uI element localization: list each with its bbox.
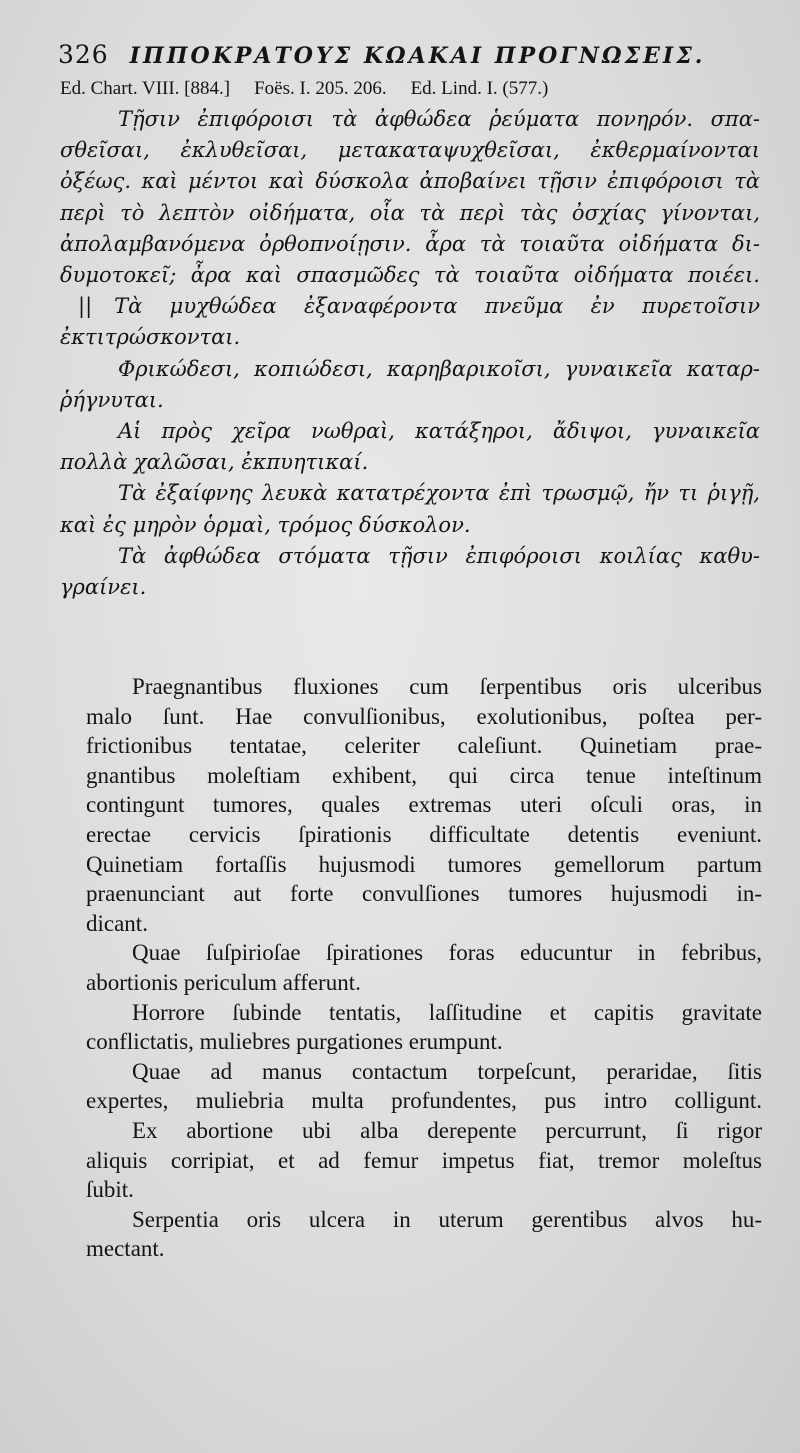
latin-line: frictionibus tentatae, celeriter caleſiunt. Quinetiam prae- [86, 733, 762, 759]
latin-line: Quae ſuſpirioſae ſpirationes foras educuntur in febribus, [132, 940, 762, 966]
latin-line: Serpentia oris ulcera in uterum gerentibus alvos hu- [132, 1206, 762, 1232]
greek-line-with-marker [60, 291, 760, 322]
greek-line: Φρικώδεσι, κοπιώδεσι, καρηβαρικοῖσι, γυναικεῖα καταρ- [118, 356, 760, 381]
latin-line: contingunt tumores, quales extremas uteri oſculi oras, in [86, 792, 762, 818]
latin-line: Quae ad manus contactum torpeſcunt, peraridae, ſitis [132, 1058, 762, 1084]
edition-foes: Foës. I. 205. 206. [254, 78, 387, 99]
latin-line: gnantibus moleſtiam exhibent, qui circa tenue inteſtinum [86, 762, 762, 788]
edition-lind: Ed. Lind. I. (577.) [410, 78, 549, 99]
greek-line: ὀξέως. καὶ μέντοι καὶ δύσκολα ἀποβαίνει τῇσιν ἐπιφόροισι τὰ [60, 169, 760, 194]
greek-line: γραίνει. [60, 575, 147, 600]
edition-chart: Ed. Chart. VIII. [884.] [60, 78, 231, 99]
greek-line: περὶ τὸ λεπτὸν οἰδήματα, οἷα τὰ περὶ τὰς ὀσχίας γίνονται, [60, 200, 760, 225]
latin-line: Ex abortione ubi alba derepente percurrunt, ſi rigor [132, 1117, 762, 1143]
greek-line: πολλὰ χαλῶσαι, ἐκπυητικαί. [60, 450, 369, 475]
latin-line: praenunciant aut forte convulſiones tumores hujusmodi in- [86, 881, 762, 907]
latin-line: mectant. [86, 1236, 165, 1262]
latin-line: Horrore ſubinde tentatis, laſſitudine et capitis gravitate [132, 999, 762, 1025]
latin-line: abortionis periculum afferunt. [86, 969, 361, 995]
greek-line: καὶ ἐς μηρὸν ὁρμαὶ, τρόμος δύσκολον. [60, 512, 471, 537]
page-number: 326 [58, 40, 109, 69]
latin-line: erectae cervicis ſpirationis difficultate detentis eveniunt. [86, 821, 762, 847]
latin-line: ſubit. [86, 1177, 134, 1203]
greek-line: Τὰ ἐξαίφνης λευκὰ κατατρέχοντα ἐπὶ τρωσμῷ, ἤν τι ῥιγῇ, [118, 481, 760, 506]
greek-line-text: Τὰ μυχθώδεα ἐξαναφέροντα πνεῦμα ἐν πυρετοῖσιν [114, 294, 760, 319]
greek-line: ῥήγνυται. [60, 387, 164, 412]
latin-line: Praegnantibus fluxiones cum ſerpentibus oris ulceribus [132, 674, 762, 699]
greek-line: δυμοτοκεῖ; ἆρα καὶ σπασμῶδες τὰ τοιαῦτα οἰδήματα ποιέει. [60, 263, 760, 288]
greek-text [60, 104, 760, 603]
latin-translation [86, 672, 762, 1264]
latin-line: conflictatis, muliebres purgationes erumpunt. [86, 1029, 503, 1055]
greek-line: Τὰ ἀφθώδεα στόματα τῇσιν ἐπιφόροισι κοιλίας καθυ- [118, 543, 760, 568]
running-title: ΙΠΠΟΚΡΑΤΟΥΣ ΚΩΑΚΑΙ ΠΡΟΓΝΩΣΕΙΣ. [129, 43, 706, 69]
greek-line: ἀπολαμβανόμενα ὀρθοπνοίῃσιν. ἆρα τὰ τοιαῦτα οἰδήματα δι- [60, 231, 760, 256]
greek-line: Τῇσιν ἐπιφόροισι τὰ ἀφθώδεα ῥεύματα πονηρόν. σπα- [118, 107, 760, 131]
page-header [58, 40, 758, 69]
latin-line: dicant. [86, 910, 148, 936]
latin-line: malo ſunt. Hae convulſionibus, exolutionibus, poſtea per- [86, 703, 762, 729]
section-marker: || [78, 294, 93, 319]
greek-line: Αἱ πρὸς χεῖρα νωθραὶ, κατάξηροι, ἄδιψοι, γυναικεῖα [118, 419, 760, 444]
greek-line: σθεῖσαι, ἐκλυθεῖσαι, μετακαταψυχθεῖσαι, ἐκθερμαίνονται [60, 138, 760, 163]
latin-line: Quinetiam fortaſſis hujusmodi tumores gemellorum partum [86, 851, 762, 877]
greek-line: ἐκτιτρώσκονται. [60, 325, 241, 350]
latin-line: aliquis corripiat, et ad femur impetus fiat, tremor moleſtus [86, 1147, 762, 1173]
latin-line: expertes, muliebria multa profundentes, pus intro colligunt. [86, 1088, 762, 1114]
edition-references [60, 78, 760, 100]
